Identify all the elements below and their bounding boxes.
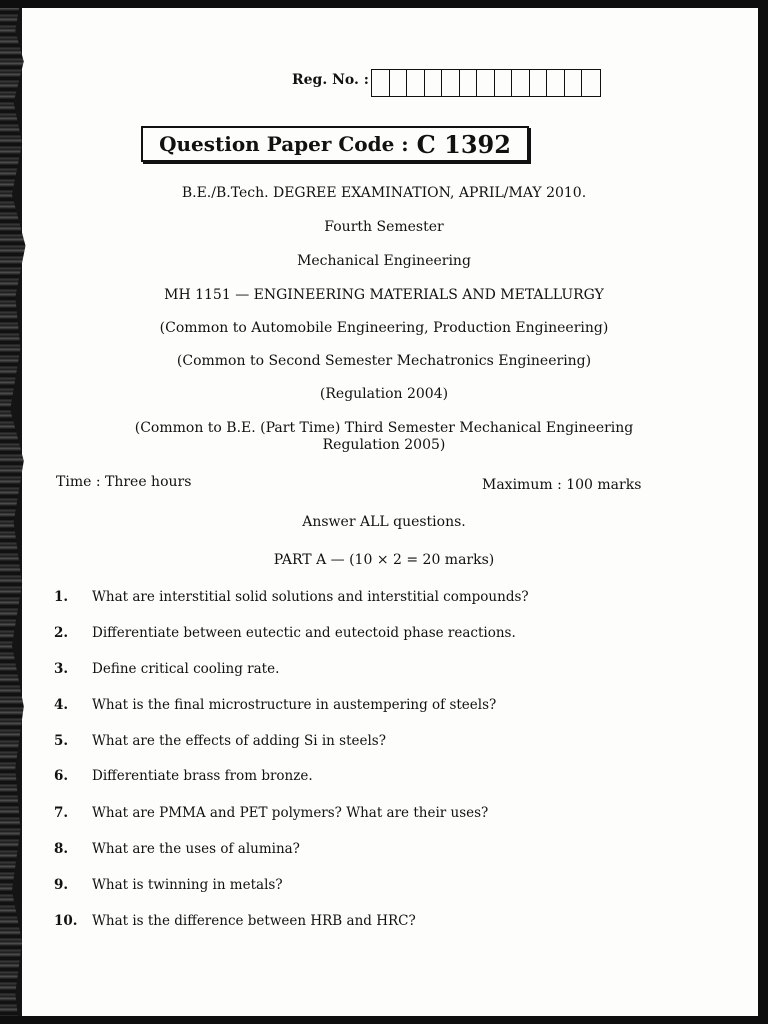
paper-code: C 1392 xyxy=(416,129,511,159)
question-number: 3. xyxy=(54,661,69,677)
reg-no-label: Reg. No. : xyxy=(292,72,369,88)
reg-no-box xyxy=(407,70,425,96)
question-text: What is the final microstructure in austempering of steels? xyxy=(92,697,497,713)
question-text: What is twinning in metals? xyxy=(92,877,283,893)
reg-no-box xyxy=(512,70,530,96)
question-item xyxy=(54,661,279,677)
common-note-1: (Common to Automobile Engineering, Production Engineering) xyxy=(159,320,609,336)
instruction: Answer ALL questions. xyxy=(302,514,466,530)
exam-semester: Fourth Semester xyxy=(324,219,444,235)
question-number: 4. xyxy=(54,697,69,713)
question-paper-code-box xyxy=(141,126,529,162)
reg-no-box xyxy=(372,70,390,96)
question-text: What are the uses of alumina? xyxy=(92,841,300,857)
question-number: 2. xyxy=(54,625,69,641)
question-number: 9. xyxy=(54,877,69,893)
paper-code-label: Question Paper Code : xyxy=(159,132,409,156)
question-item xyxy=(54,768,313,784)
reg-no-box xyxy=(495,70,513,96)
scan-right-edge xyxy=(758,0,768,1024)
reg-no-box xyxy=(390,70,408,96)
question-number: 5. xyxy=(54,733,69,749)
reg-no-box xyxy=(530,70,548,96)
subject-title: MH 1151 — ENGINEERING MATERIALS AND METALLURGY xyxy=(164,287,604,303)
question-number: 7. xyxy=(54,805,69,821)
question-item xyxy=(54,625,516,641)
exam-degree: B.E./B.Tech. DEGREE EXAMINATION, APRIL/MAY 2010. xyxy=(181,185,587,201)
exam-branch: Mechanical Engineering xyxy=(297,253,471,269)
question-number: 8. xyxy=(54,841,69,857)
reg-no-box xyxy=(477,70,495,96)
question-text: What are PMMA and PET polymers? What are their uses? xyxy=(92,805,489,821)
question-text: Define critical cooling rate. xyxy=(92,661,280,677)
question-text: Differentiate between eutectic and eutectoid phase reactions. xyxy=(92,625,516,641)
reg-no-box xyxy=(582,70,600,96)
reg-no-box xyxy=(425,70,443,96)
time-allowed: Time : Three hours xyxy=(56,474,192,490)
question-number: 6. xyxy=(54,768,69,784)
reg-no-box xyxy=(547,70,565,96)
question-item xyxy=(54,589,529,605)
question-text: What is the difference between HRB and HRC? xyxy=(92,913,416,929)
common-note-3-line2: Regulation 2005) xyxy=(322,437,446,453)
reg-no-box xyxy=(442,70,460,96)
scan-bottom-edge xyxy=(0,1016,768,1024)
question-item xyxy=(54,733,386,749)
question-item xyxy=(54,913,416,929)
question-number: 1. xyxy=(54,589,69,605)
question-text: What are interstitial solid solutions and interstitial compounds? xyxy=(92,589,529,605)
part-a-heading: PART A — (10 × 2 = 20 marks) xyxy=(273,552,495,568)
common-note-2: (Common to Second Semester Mechatronics Engineering) xyxy=(176,353,592,369)
reg-no-boxes xyxy=(371,69,601,97)
common-note-3-line1: (Common to B.E. (Part Time) Third Semester Mechanical Engineering xyxy=(134,420,634,436)
regulation-note: (Regulation 2004) xyxy=(319,386,449,402)
question-number: 10. xyxy=(54,913,78,929)
question-text: What are the effects of adding Si in steels? xyxy=(92,733,386,749)
question-item xyxy=(54,877,283,893)
question-item xyxy=(54,805,488,821)
reg-no-box xyxy=(565,70,583,96)
question-item xyxy=(54,841,300,857)
question-text: Differentiate brass from bronze. xyxy=(92,768,313,784)
common-note-3 xyxy=(0,420,768,454)
scan-top-edge xyxy=(0,0,768,8)
question-item xyxy=(54,697,496,713)
maximum-marks: Maximum : 100 marks xyxy=(482,477,642,493)
reg-no-box xyxy=(460,70,478,96)
